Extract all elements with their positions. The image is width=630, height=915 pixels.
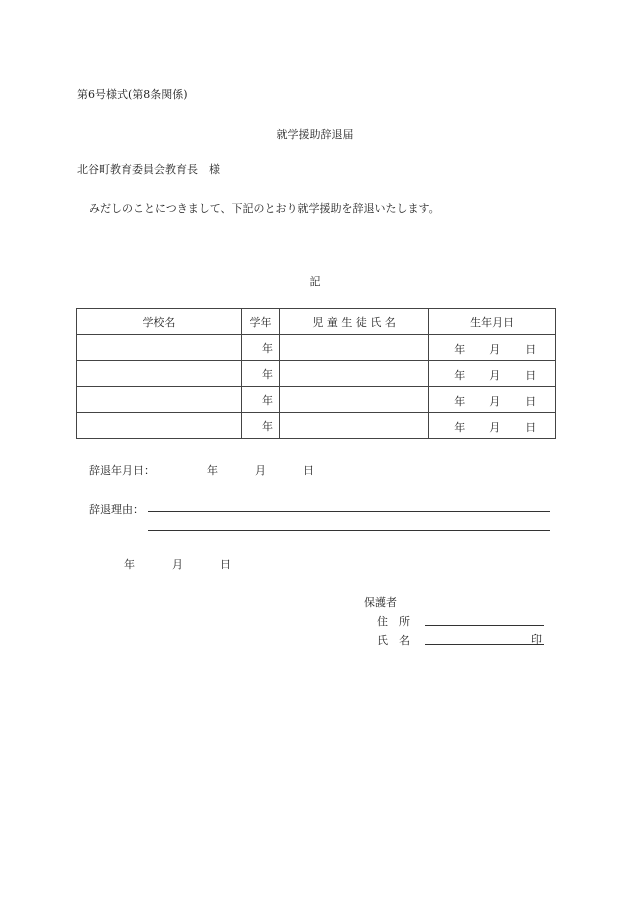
guardian-label: 保護者 <box>364 596 397 609</box>
body-text: みだしのことにつきまして、下記のとおり就学援助を辞退いたします。 <box>89 202 440 215</box>
withdrawal-month-unit: 月 <box>255 464 266 477</box>
grade-cell[interactable]: 年 <box>241 413 279 439</box>
table-row <box>77 413 556 439</box>
birth-day-unit: 日 <box>525 368 537 382</box>
birth-day-unit: 日 <box>525 394 537 408</box>
school-cell[interactable] <box>77 387 242 413</box>
reason-line[interactable] <box>148 511 550 512</box>
birth-year-unit: 年 <box>454 420 466 434</box>
birthdate-cell[interactable] <box>429 413 556 439</box>
address-label: 住所 <box>377 615 421 628</box>
birthdate-cell[interactable] <box>429 387 556 413</box>
guardian-name-field[interactable] <box>425 644 544 645</box>
table-row <box>77 361 556 387</box>
recipient: 北谷町教育委員会教育長 様 <box>77 163 220 176</box>
filing-month-unit: 月 <box>172 558 183 571</box>
school-cell[interactable] <box>77 361 242 387</box>
birth-month-unit: 月 <box>489 420 501 434</box>
reason-line[interactable] <box>148 530 550 531</box>
school-cell[interactable] <box>77 413 242 439</box>
student-name-cell[interactable] <box>280 361 429 387</box>
birth-month-unit: 月 <box>489 342 501 356</box>
ki-heading: 記 <box>309 275 321 288</box>
birth-year-unit: 年 <box>454 368 466 382</box>
birth-day-unit: 日 <box>525 420 537 434</box>
student-name-cell[interactable] <box>280 335 429 361</box>
seal-mark: 印 <box>531 633 542 646</box>
name-label: 氏名 <box>377 634 421 647</box>
table-row <box>77 335 556 361</box>
grade-cell[interactable]: 年 <box>241 361 279 387</box>
student-table <box>76 308 556 439</box>
birthdate-cell[interactable] <box>429 335 556 361</box>
header-school: 学校名 <box>77 309 242 335</box>
filing-year-unit: 年 <box>124 558 135 571</box>
header-student-name: 児 童 生 徒 氏 名 <box>280 309 429 335</box>
table-row <box>77 387 556 413</box>
page-title: 就学援助辞退届 <box>276 128 354 141</box>
header-grade: 学年 <box>241 309 279 335</box>
birth-year-unit: 年 <box>454 342 466 356</box>
birth-month-unit: 月 <box>489 368 501 382</box>
withdrawal-year-unit: 年 <box>207 464 218 477</box>
birth-month-unit: 月 <box>489 394 501 408</box>
address-field[interactable] <box>425 625 544 626</box>
grade-cell[interactable]: 年 <box>241 335 279 361</box>
student-name-cell[interactable] <box>280 387 429 413</box>
table-header-row <box>77 309 556 335</box>
withdrawal-day-unit: 日 <box>303 464 314 477</box>
school-cell[interactable] <box>77 335 242 361</box>
grade-cell[interactable]: 年 <box>241 387 279 413</box>
birth-year-unit: 年 <box>454 394 466 408</box>
reason-label: 辞退理由： <box>89 503 144 516</box>
form-number: 第6号様式(第8条関係) <box>77 88 188 101</box>
withdrawal-date-label: 辞退年月日： <box>89 464 155 477</box>
birthdate-cell[interactable] <box>429 361 556 387</box>
birth-day-unit: 日 <box>525 342 537 356</box>
filing-day-unit: 日 <box>220 558 231 571</box>
header-birthdate: 生年月日 <box>429 309 556 335</box>
student-name-cell[interactable] <box>280 413 429 439</box>
